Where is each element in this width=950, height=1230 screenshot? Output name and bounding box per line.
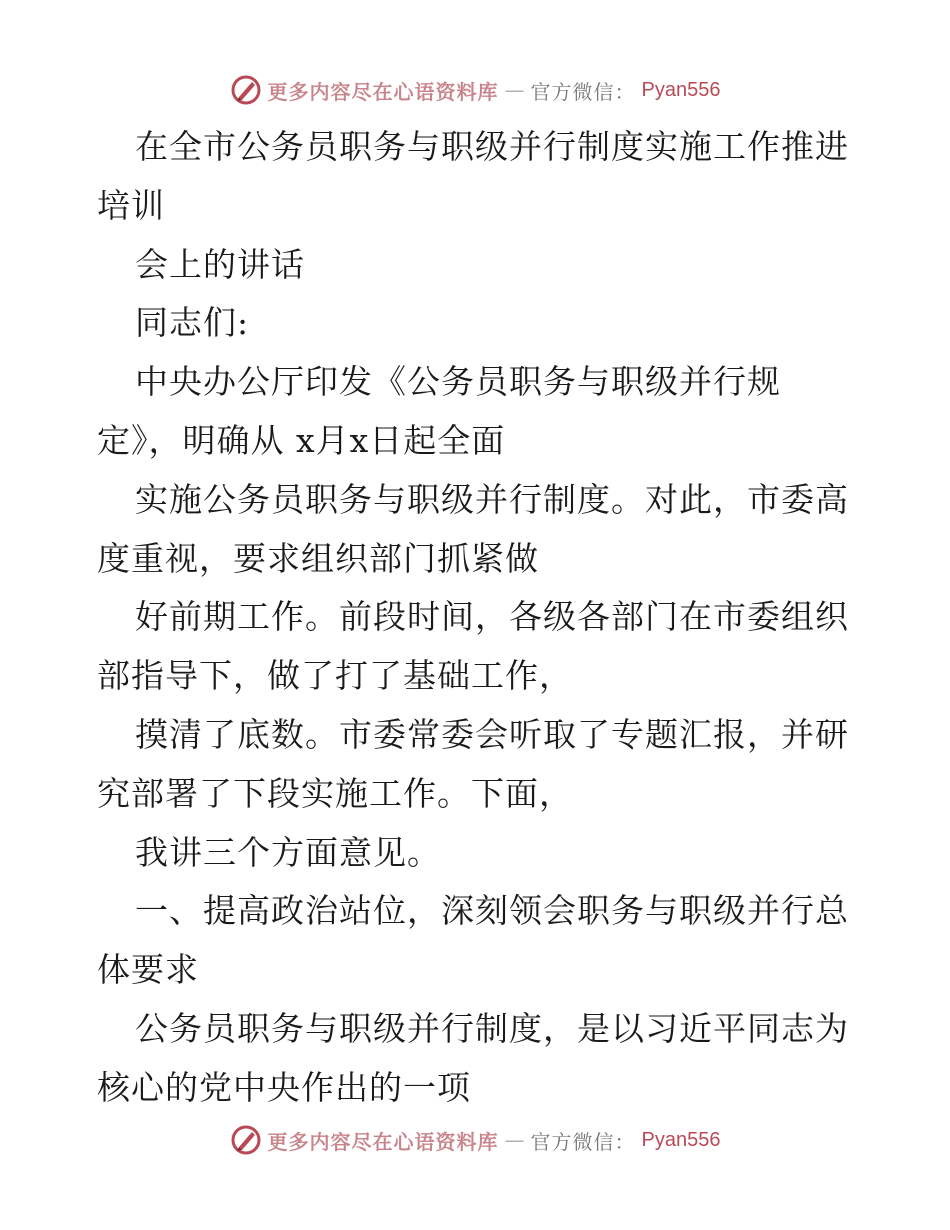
watermark-wechat-id: Pyan556	[641, 78, 721, 101]
paragraph-line: 部指导下，做了打了基础工作，	[97, 656, 573, 696]
watermark-official-label: 官方微信：	[530, 79, 636, 104]
header-watermark	[0, 70, 950, 110]
watermark-official-label: 官方微信：	[530, 1129, 636, 1154]
title-line-2: 培训	[97, 185, 165, 225]
pen-circle-logo-icon	[230, 74, 262, 106]
watermark-dash: —	[504, 78, 525, 102]
watermark-site-text: 更多内容尽在心语资料库	[267, 79, 499, 104]
paragraph-line: 我讲三个方面意见。	[135, 832, 441, 872]
salutation: 同志们:	[135, 303, 250, 343]
section-heading-line: 一、提高政治站位，深刻领会职务与职级并行总	[135, 891, 849, 931]
title-line-1: 在全市公务员职务与职级并行制度实施工作推进	[135, 127, 849, 166]
paragraph-line: 核心的党中央作出的一项	[97, 1067, 471, 1107]
pen-circle-logo-icon	[230, 1124, 262, 1156]
document-body	[97, 118, 857, 1118]
watermark-dash: —	[504, 1128, 525, 1152]
title-line-3: 会上的讲话	[135, 244, 305, 284]
paragraph-line: 究部署了下段实施工作。下面，	[97, 773, 573, 813]
watermark-wechat-id: Pyan556	[641, 1128, 721, 1151]
paragraph-line: 实施公务员职务与职级并行制度。对此，市委高	[135, 479, 849, 519]
paragraph-line: 定》，明确从 x月x日起全面	[97, 420, 506, 460]
paragraph-line: 度重视，要求组织部门抓紧做	[97, 538, 539, 578]
paragraph-line: 中央办公厅印发《公务员职务与职级并行规	[135, 362, 781, 402]
paragraph-line: 公务员职务与职级并行制度，是以习近平同志为	[135, 1008, 849, 1048]
footer-watermark	[0, 1120, 950, 1160]
paragraph-line: 摸清了底数。市委常委会听取了专题汇报，并研	[135, 714, 849, 754]
section-heading-line: 体要求	[97, 950, 199, 990]
watermark-site-text: 更多内容尽在心语资料库	[267, 1129, 499, 1154]
paragraph-line: 好前期工作。前段时间，各级各部门在市委组织	[135, 597, 849, 637]
